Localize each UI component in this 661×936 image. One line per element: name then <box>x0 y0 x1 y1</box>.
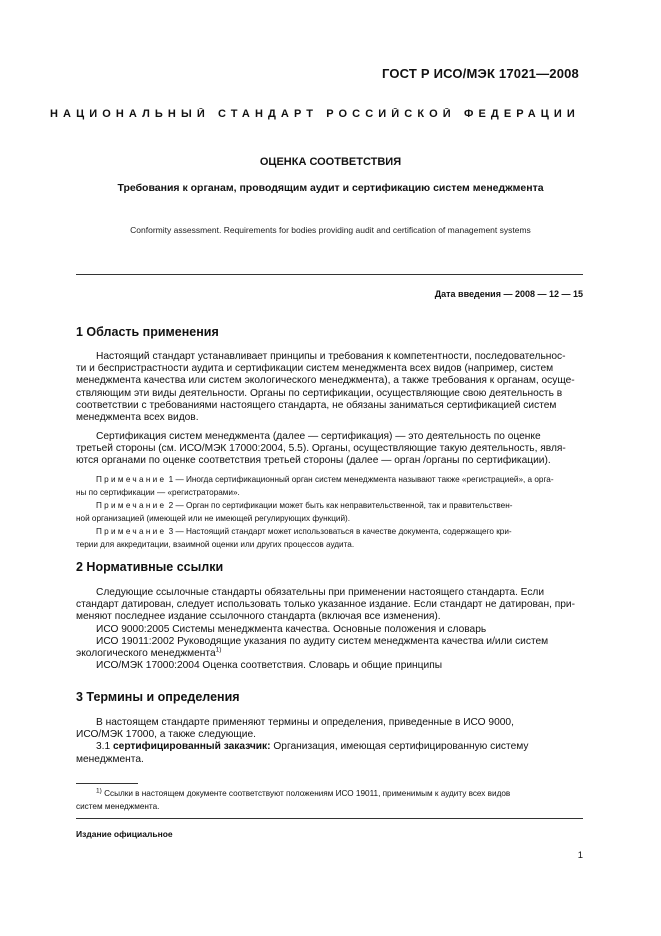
text-line: ИСО/МЭК 17000, а также следующие. <box>76 729 256 741</box>
text-line: меняют последнее издание ссылочного стандарта (включая все изменения). <box>76 611 441 623</box>
text-line: стандарт датирован, следует использовать только указанное издание. Если стандарт не датирован, при- <box>76 599 576 611</box>
text-line: Настоящий стандарт устанавливает принципы и требования к компетентности, последовательнос- <box>96 351 566 362</box>
note-number: 1 — <box>166 475 186 484</box>
section-3-heading: 3 Термины и определения <box>76 690 240 704</box>
term-definition: Организация, имеющая сертифицированную систему <box>270 741 529 753</box>
note-label: Примечание <box>96 475 167 484</box>
note-number: 2 — <box>166 501 186 510</box>
note-label: Примечание <box>96 501 167 510</box>
term-definition: менеджмента. <box>76 753 144 765</box>
edition-label: Издание официальное <box>76 829 173 839</box>
section-2-heading: 2 Нормативные ссылки <box>76 560 224 574</box>
text-line: ти и беспристрастности аудита и сертификации систем менеджмента всех видов (например, систем <box>76 363 554 375</box>
top-divider <box>76 274 583 275</box>
note-text: Орган по сертификации может быть как неправительственной, так и правительствен- <box>185 501 513 510</box>
text-line: менеджмента всех видов. <box>76 412 199 424</box>
text-line: ствляющим эти виды деятельности. Органы по сертификации, осуществляющие свою деятельность в <box>76 387 563 399</box>
reference-item: ИСО/МЭК 17000:2004 Оценка соответствия. Словарь и общие принципы <box>96 660 443 672</box>
footnote-mark: 1) <box>96 787 102 795</box>
text-line: Следующие ссылочные стандарты обязательны при применении настоящего стандарта. Если <box>96 587 545 598</box>
title-english: Conformity assessment. Requirements for bodies providing audit and certification of management systems <box>130 225 531 235</box>
note-text: терии для аккредитации, взаимной оценки или других процессов аудита. <box>76 540 355 549</box>
footnote <box>76 787 584 813</box>
note-number: 3 — <box>166 527 186 536</box>
note-text: ной организацией (имеющей или не имеющей регулирующих функций). <box>76 514 351 523</box>
footnote-ref: 1) <box>215 646 222 654</box>
date-introduction: Дата введения — 2008 — 12 — 15 <box>434 289 583 299</box>
text-line: Сертификация систем менеджмента (далее — сертификация) — это деятельность по оценке <box>96 431 541 442</box>
title-sub: Требования к органам, проводящим аудит и сертификацию систем менеджмента <box>117 182 544 194</box>
text-line: соответствии с требованиями настоящего стандарта, не обязаны заниматься сертификацией систем <box>76 399 557 411</box>
note-text: ны по сертификации — «регистраторами». <box>76 488 240 497</box>
title-main: ОЦЕНКА СООТВЕТСТВИЯ <box>259 156 402 168</box>
term-name: сертифицированный заказчик: <box>113 741 271 753</box>
section-1-notes <box>76 473 584 551</box>
doc-number: ГОСТ Р ИСО/МЭК 17021—2008 <box>381 66 579 81</box>
text-line: менеджмента качества или систем экологического менеджмента), а также требования к органам, осуще- <box>76 375 575 387</box>
reference-item: ИСО 9000:2005 Системы менеджмента качества. Основные положения и словарь <box>96 623 487 635</box>
section-3-paragraph <box>76 717 584 766</box>
reference-item: экологического менеджмента <box>76 648 216 660</box>
text-line: ются органами по оценке соответствия третьей стороны (далее — орган /органы по сертификации). <box>76 455 551 467</box>
footnote-text: систем менеджмента. <box>76 802 160 811</box>
footnote-text: Ссылки в настоящем документе соответствуют положениям ИСО 19011, применимым к аудиту всех видов <box>104 789 511 798</box>
term-number: 3.1 <box>96 741 113 753</box>
bottom-divider <box>76 818 583 819</box>
section-1-paragraph-2 <box>76 431 584 468</box>
note-label: Примечание <box>96 527 167 536</box>
page-number: 1 <box>577 850 583 861</box>
section-1-paragraph-1 <box>76 351 584 424</box>
reference-item: ИСО 19011:2002 Руководящие указания по аудиту систем менеджмента качества и/или систем <box>96 635 549 647</box>
national-standard-banner: НАЦИОНАЛЬНЫЙ СТАНДАРТ РОССИЙСКОЙ ФЕДЕРАЦИИ <box>50 108 580 120</box>
text-line: В настоящем стандарте применяют термины и определения, приведенные в ИСО 9000, <box>96 717 514 728</box>
note-text: Настоящий стандарт может использоваться в качестве документа, содержащего кри- <box>185 527 512 536</box>
note-text: Иногда сертификационный орган систем менеджмента называют также «регистрацией», а орга- <box>185 475 554 484</box>
section-2-paragraph <box>76 587 584 672</box>
section-1-heading: 1 Область применения <box>76 325 219 339</box>
footnote-divider <box>76 783 138 784</box>
text-line: третьей стороны (см. ИСО/МЭК 17000:2004, 5.5). Органы, осуществляющие такую деятельность, явля- <box>76 443 566 455</box>
